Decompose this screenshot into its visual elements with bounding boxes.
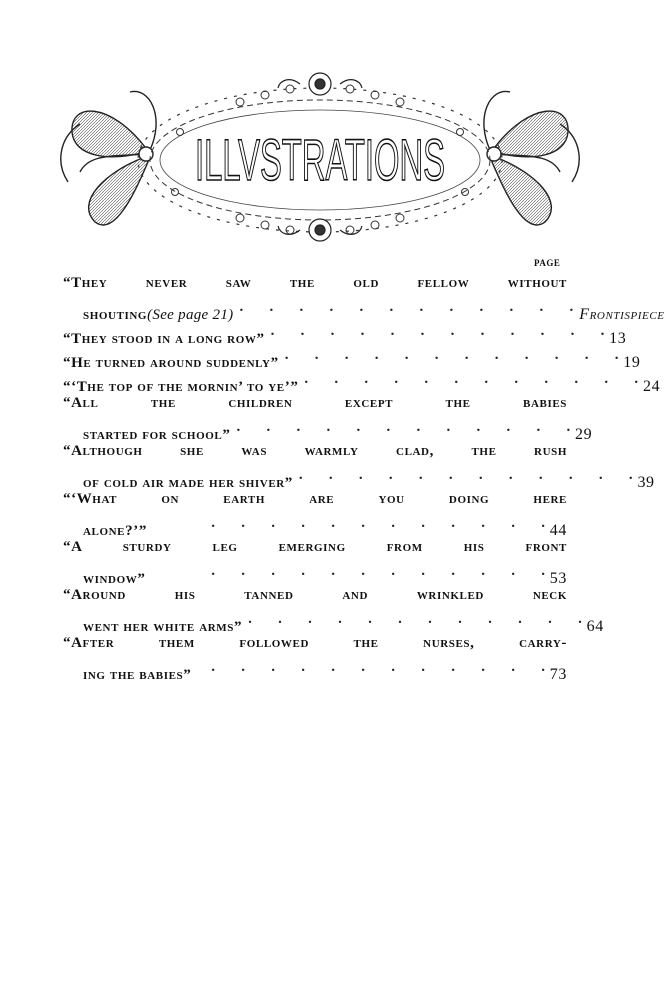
entry-page: Frontispiece: [579, 306, 665, 323]
entry-page: 39: [637, 474, 655, 491]
ornamental-banner-graphic: [50, 62, 590, 252]
entry-caption-line1: “All the children except the babies: [63, 395, 567, 411]
list-item: [63, 391, 593, 443]
entry-page: 73: [549, 666, 567, 683]
entry-caption-line2: went her white arms”: [83, 619, 243, 635]
list-item: [63, 535, 567, 587]
top-rosette: [278, 73, 362, 95]
entry-page: 44: [549, 522, 567, 539]
see-page-reference: (See page 21): [147, 307, 234, 323]
left-ribbon-bow: [61, 91, 156, 225]
dot-leader: [242, 607, 582, 631]
entry-page: 53: [549, 570, 567, 587]
illustrations-list: [63, 271, 665, 683]
dot-leader: [279, 343, 619, 367]
entry-caption-line1: “Although she was warmly clad, the rush: [63, 443, 567, 459]
entry-caption-line1: “A sturdy leg emerging from his front: [63, 539, 567, 555]
dot-leader: [233, 295, 573, 319]
entry-page: 24: [642, 378, 661, 395]
dot-leader: [265, 319, 605, 343]
entry-caption-line1: “‘The top of the mornin’ to ye’”: [63, 379, 299, 395]
bottom-rosette: [278, 219, 362, 241]
header-title: ILLVSTRATIONS: [195, 128, 445, 193]
entry-page: 19: [623, 354, 641, 371]
list-item: [63, 631, 567, 683]
dot-leader: [147, 511, 545, 535]
entry-caption-line1: “After them followed the nurses, carry-: [63, 635, 567, 651]
entry-caption-line2: ing the babies”: [83, 667, 192, 683]
entry-caption-line2: shouting: [83, 307, 148, 323]
dot-leader: [293, 463, 633, 487]
entry-caption-line2: alone?’”: [83, 523, 147, 539]
entry-caption-line1: “Around his tanned and wrinkled neck: [63, 587, 567, 603]
list-item: [63, 439, 655, 491]
entry-caption-line2: window”: [83, 571, 146, 587]
dot-leader: [298, 367, 638, 391]
list-item: [63, 271, 665, 323]
entry-caption-line1: “They never saw the old fellow without: [63, 275, 567, 291]
entry-caption-line2: started for school”: [83, 427, 231, 443]
entry-caption-line1: “He turned around suddenly”: [63, 355, 279, 371]
page-column-label: PAGE: [534, 258, 561, 268]
entry-page: 29: [575, 426, 593, 443]
list-item: [63, 487, 567, 539]
illustrations-header: [50, 62, 590, 252]
entry-caption-line2: of cold air made her shiver”: [83, 475, 293, 491]
dot-leader: [230, 415, 570, 439]
dot-leader: [191, 655, 545, 679]
dot-leader: [145, 559, 545, 583]
entry-page: 64: [586, 618, 604, 635]
entry-caption-line1: “They stood in a long row”: [63, 331, 265, 347]
right-ribbon-bow: [484, 91, 579, 225]
list-item: [63, 583, 604, 635]
entry-page: 13: [609, 330, 627, 347]
entry-caption-line1: “‘What on earth are you doing here: [63, 491, 567, 507]
